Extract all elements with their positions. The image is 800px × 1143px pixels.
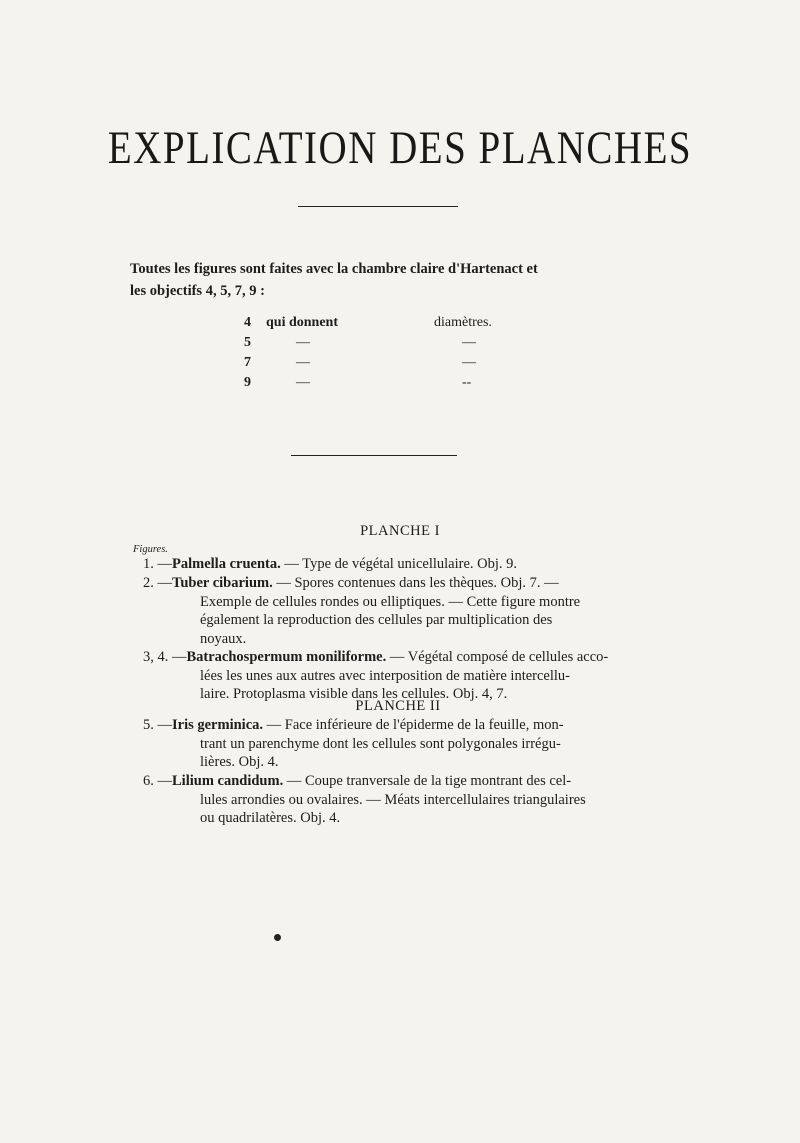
section-divider — [291, 455, 457, 456]
entry-text: également la reproduction des cellules par multiplication des — [200, 612, 553, 628]
figure-number: 1. — — [143, 556, 172, 572]
objective-unit: diamètres. — [434, 315, 492, 330]
entry-text: lières. Obj. 4. — [200, 754, 279, 770]
ditto-mark: — — [296, 355, 310, 370]
title-divider — [298, 206, 458, 207]
entry-text: — Face inférieure de l'épiderme de la feuille, mon- — [266, 717, 564, 733]
ditto-mark: — — [462, 335, 476, 350]
intro-paragraph — [130, 258, 612, 302]
figure-entry-5 — [143, 716, 618, 772]
planche-2-heading: PLANCHE II — [355, 698, 441, 714]
species-name: Palmella cruenta. — [172, 556, 281, 572]
ditto-mark: — — [296, 375, 310, 390]
entry-text: ou quadrilatères. Obj. 4. — [200, 810, 341, 826]
intro-line-2: les objectifs 4, 5, 7, 9 : — [130, 283, 265, 299]
ink-spot — [273, 933, 283, 943]
figure-number: 6. — — [143, 773, 172, 789]
figure-entry-1 — [143, 555, 517, 574]
ditto-mark: — — [462, 355, 476, 370]
intro-line-1: Toutes les figures sont faites avec la chambre claire d'Hartenact et — [130, 261, 538, 277]
entry-text: — Spores contenues dans les thèques. Obj. 7. — — [276, 575, 559, 591]
objective-number: 4 — [244, 315, 251, 330]
ditto-mark: -- — [462, 375, 472, 390]
objective-number: 5 — [244, 335, 251, 350]
figure-number: 3, 4. — — [143, 649, 187, 665]
species-name: Batrachospermum moniliforme. — [186, 649, 387, 665]
page-title: EXPLICATION DES PLANCHES — [107, 123, 693, 174]
entry-text: Exemple de cellules rondes ou elliptiques. — Cette figure montre — [200, 593, 581, 610]
entry-text: — Type de végétal unicellulaire. Obj. 9. — [284, 556, 518, 572]
entry-text: — Végétal composé de cellules acco- — [389, 649, 609, 665]
figure-number: 5. — — [143, 717, 172, 733]
figure-entry-2 — [143, 574, 618, 648]
objective-number: 9 — [244, 375, 251, 390]
entry-text: trant un parenchyme dont les cellules sont polygonales irrégu- — [200, 735, 561, 752]
species-name: Lilium candidum. — [172, 773, 284, 789]
figure-number: 2. — — [143, 575, 172, 591]
species-name: Tuber cibarium. — [172, 575, 273, 591]
figures-label: Figures. — [133, 544, 168, 555]
entry-text: lées les unes aux autres avec interposition de matière intercellu- — [200, 667, 571, 684]
entry-text: lules arrondies ou ovalaires. — Méats intercellulaires triangulaires — [200, 791, 586, 808]
entry-text: noyaux. — [200, 630, 247, 647]
entry-text: laire. Protoplasma visible dans les cellules. Obj. 4, 7. — [200, 686, 508, 702]
figure-entry-3-4 — [143, 648, 618, 704]
planche-1-heading: PLANCHE I — [360, 523, 440, 539]
objective-text: qui donnent — [266, 315, 338, 330]
objective-number: 7 — [244, 355, 251, 370]
ditto-mark: — — [296, 335, 310, 350]
figure-entry-6 — [143, 772, 618, 828]
entry-text: — Coupe tranversale de la tige montrant des cel- — [286, 773, 572, 789]
species-name: Iris germinica. — [172, 717, 264, 733]
